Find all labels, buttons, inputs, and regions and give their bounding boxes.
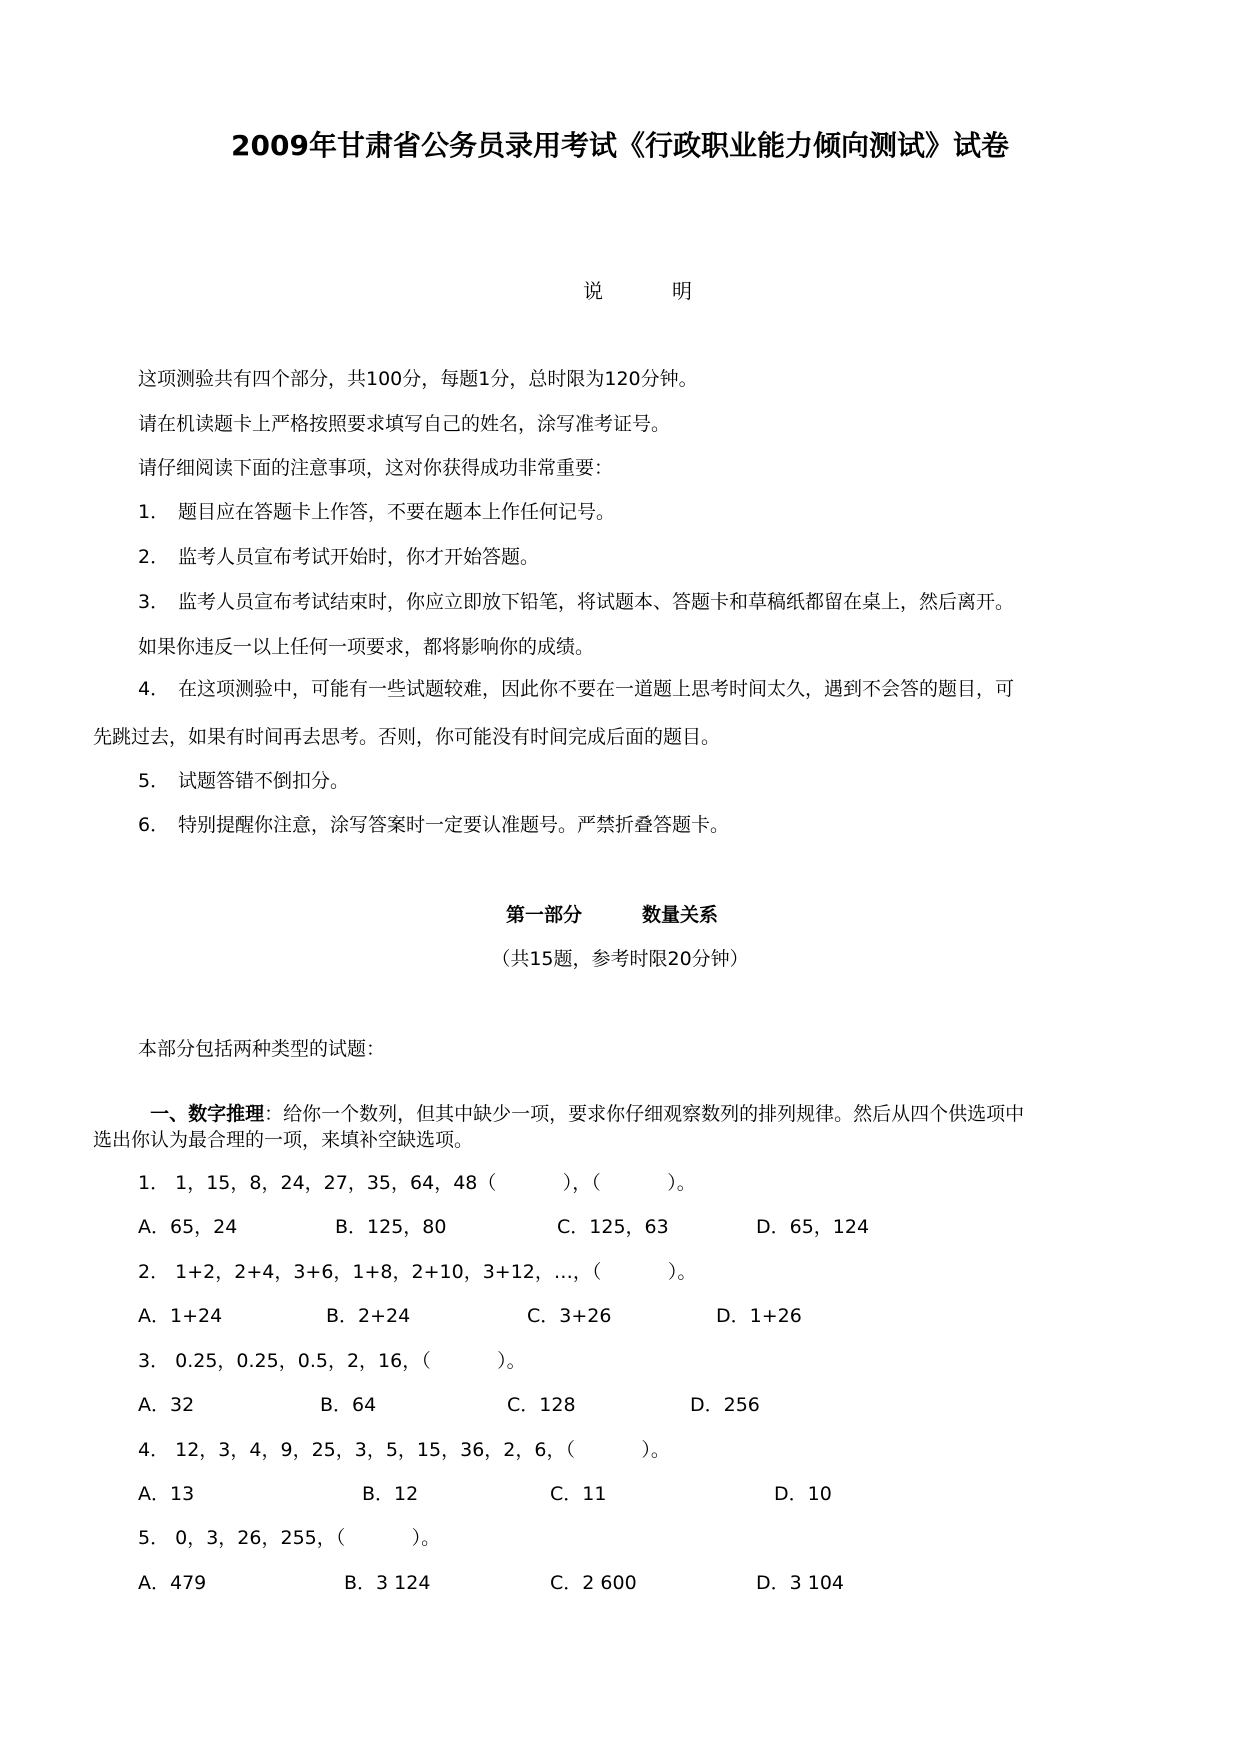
part-subtitle: （共15题，参考时限20分钟） xyxy=(491,948,749,970)
instructions-heading-left: 说 xyxy=(583,279,603,303)
answer-option: B．125，80 xyxy=(335,1216,447,1238)
answer-option: D．1+26 xyxy=(716,1305,802,1327)
instruction-item-number: 1． xyxy=(138,501,170,523)
part-title-left: 第一部分 xyxy=(506,904,583,926)
section-description xyxy=(138,1077,1024,1126)
question-stem: 1． 1，15，8，24，27，35，64，48（ ），（ ）。 xyxy=(138,1172,696,1194)
answer-option: D．65，124 xyxy=(756,1216,870,1238)
instruction-note: 如果你违反一以上任何一项要求，都将影响你的成绩。 xyxy=(138,636,595,658)
instructions-heading-right: 明 xyxy=(672,279,692,303)
instruction-item-text: 监考人员宣布考试结束时，你应立即放下铅笔，将试题本、答题卡和草稿纸都留在桌上，然后离开。 xyxy=(178,591,1015,613)
answer-option: C．3+26 xyxy=(527,1305,612,1327)
answer-option: A．479 xyxy=(138,1572,207,1594)
answer-option: D．256 xyxy=(690,1394,760,1416)
instruction-item-text: 监考人员宣布考试开始时，你才开始答题。 xyxy=(178,546,540,568)
answer-option: B．12 xyxy=(362,1483,419,1505)
question-stem: 3． 0.25，0.25，0.5，2，16，（ ）。 xyxy=(138,1350,526,1372)
instruction-line: 这项测验共有四个部分，共100分，每题1分，总时限为120分钟。 xyxy=(138,368,698,390)
section-description-text: 给你一个数列，但其中缺少一项，要求你仔细观察数列的排列规律。然后从四个供选项中 xyxy=(283,1103,1025,1125)
instruction-item-text: 特别提醒你注意，涂写答案时一定要认准题号。严禁折叠答题卡。 xyxy=(178,814,730,836)
answer-option: C．125，63 xyxy=(557,1216,669,1238)
question-stem: 2． 1+2，2+4，3+6，1+8，2+10，3+12，…，（ ）。 xyxy=(138,1261,697,1283)
section-label: 一、数字推理 xyxy=(150,1103,265,1125)
part-intro: 本部分包括两种类型的试题： xyxy=(138,1038,386,1060)
answer-option: B．64 xyxy=(320,1394,377,1416)
answer-option: C．2 600 xyxy=(550,1572,637,1594)
section-description-continuation: 选出你认为最合理的一项，来填补空缺选项。 xyxy=(93,1129,474,1151)
instruction-line: 请仔细阅读下面的注意事项，这对你获得成功非常重要： xyxy=(138,457,614,479)
instruction-item-number: 6． xyxy=(138,814,170,836)
question-stem: 4． 12，3，4，9，25，3，5，15，36，2，6，（ ）。 xyxy=(138,1439,670,1461)
instruction-item-text: 试题答错不倒扣分。 xyxy=(178,770,350,792)
instruction-item-continuation: 先跳过去，如果有时间再去思考。否则，你可能没有时间完成后面的题目。 xyxy=(93,726,721,748)
instruction-item-text: 题目应在答题卡上作答，不要在题本上作任何记号。 xyxy=(178,501,616,523)
instruction-item-number: 3． xyxy=(138,591,170,613)
instruction-item-text: 在这项测验中，可能有一些试题较难，因此你不要在一道题上思考时间太久，遇到不会答的题目，可 xyxy=(178,678,1015,700)
answer-option: A．13 xyxy=(138,1483,195,1505)
answer-option: B．3 124 xyxy=(344,1572,431,1594)
section-colon: ： xyxy=(264,1103,284,1125)
instruction-item-number: 5． xyxy=(138,770,170,792)
answer-option: D．10 xyxy=(774,1483,832,1505)
answer-option: C．11 xyxy=(550,1483,607,1505)
answer-option: B．2+24 xyxy=(326,1305,411,1327)
document-title: 2009年甘肃省公务员录用考试《行政职业能力倾向测试》试卷 xyxy=(231,129,1009,162)
answer-option: A．1+24 xyxy=(138,1305,223,1327)
part-title-right: 数量关系 xyxy=(642,904,719,926)
answer-option: A．65，24 xyxy=(138,1216,238,1238)
instruction-item-number: 2． xyxy=(138,546,170,568)
instruction-item-number: 4． xyxy=(138,678,170,700)
instruction-line: 请在机读题卡上严格按照要求填写自己的姓名，涂写准考证号。 xyxy=(138,413,671,435)
answer-option: A．32 xyxy=(138,1394,195,1416)
answer-option: C．128 xyxy=(507,1394,576,1416)
answer-option: D．3 104 xyxy=(756,1572,845,1594)
question-stem: 5． 0，3，26，255，（ ）。 xyxy=(138,1527,441,1549)
